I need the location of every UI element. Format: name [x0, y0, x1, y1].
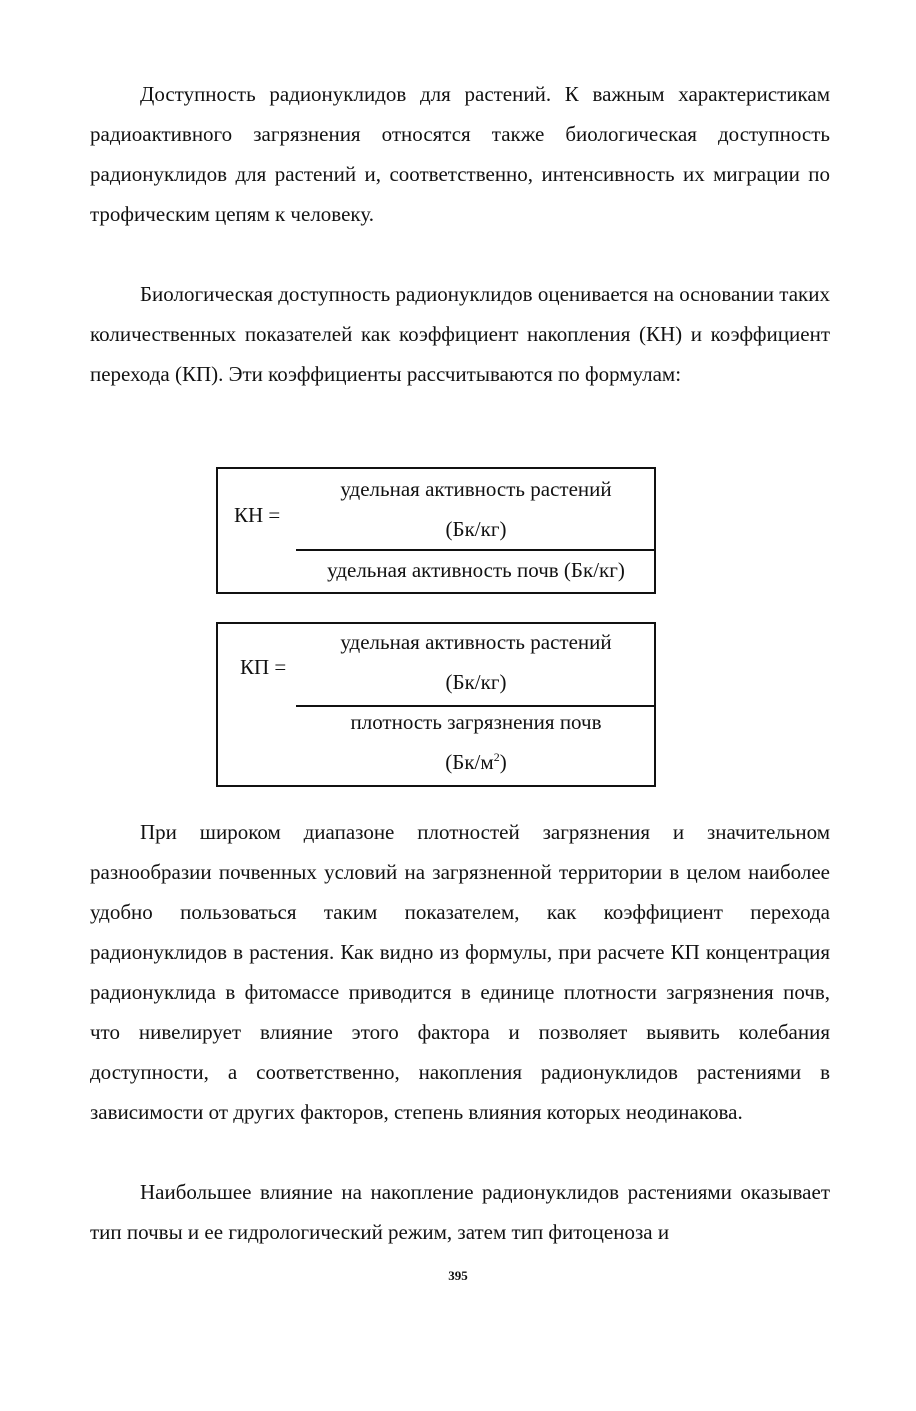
- formula-kp-denominator: [298, 702, 654, 782]
- paragraph-soil-influence: Наибольшее влияние на накопление радионуклидов растениями оказывает тип почвы и ее гидрологический режим, затем тип фитоценоза и: [90, 1180, 830, 1244]
- formula-kn-label: КН =: [234, 503, 281, 527]
- formula-kn-denominator: [298, 550, 654, 590]
- formula-kn-numerator: [298, 469, 654, 549]
- paragraph-bioavailability-intro: Доступность радионуклидов для растений. К важным характеристикам радиоактивного загрязнения относятся также биологическая доступность радионуклидов для растений и, соответственно, интенсивность их миграции по трофическим цепям к человеку.: [90, 82, 830, 226]
- paragraph-transfer-coefficient: При широком диапазоне плотностей загрязнения и значительном разнообразии почвенных условий на загрязненной территории в целом наиболее удобно пользоваться таким показателем, как коэффициент перехода радионуклидов в растения. Как видно из формулы, при расчете КП концентрация радионуклида в фитомассе приводится в единице плотности загрязнения почв, что нивелирует влияние этого фактора и позволяет выявить колебания доступности, а соответственно, накопления радионуклидов растениями в зависимости от других факторов, степень влияния которых неодинакова.: [90, 820, 830, 1124]
- formula-kp-numerator-unit: (Бк/кг): [445, 670, 507, 694]
- page-number: 395: [448, 1268, 468, 1283]
- unit-base: (Бк/м: [445, 750, 494, 774]
- paragraph-coefficients-intro: Биологическая доступность радионуклидов оценивается на основании таких количественных показателей как коэффициент накопления (КН) и коэффициент перехода (КП). Эти коэффициенты рассчитываются по формулам:: [90, 282, 830, 386]
- formula-kp-numerator: [298, 622, 654, 702]
- formula-kn-numerator-text: удельная активность растений: [340, 477, 612, 501]
- unit-close: ): [499, 750, 507, 774]
- formula-kp-numerator-text: удельная активность растений: [340, 630, 612, 654]
- formula-kn-numerator-unit: (Бк/кг): [445, 517, 507, 541]
- formula-kp-denominator-text: плотность загрязнения почв: [350, 710, 602, 734]
- unit-exponent: 2: [493, 750, 500, 764]
- formula-kp-label: КП =: [240, 655, 287, 679]
- formula-kp-box: [216, 622, 656, 787]
- formula-kn-denominator-text: удельная активность почв (Бк/кг): [327, 558, 625, 582]
- formula-kp-denominator-unit: [298, 742, 654, 782]
- formula-kn-box: [216, 467, 656, 594]
